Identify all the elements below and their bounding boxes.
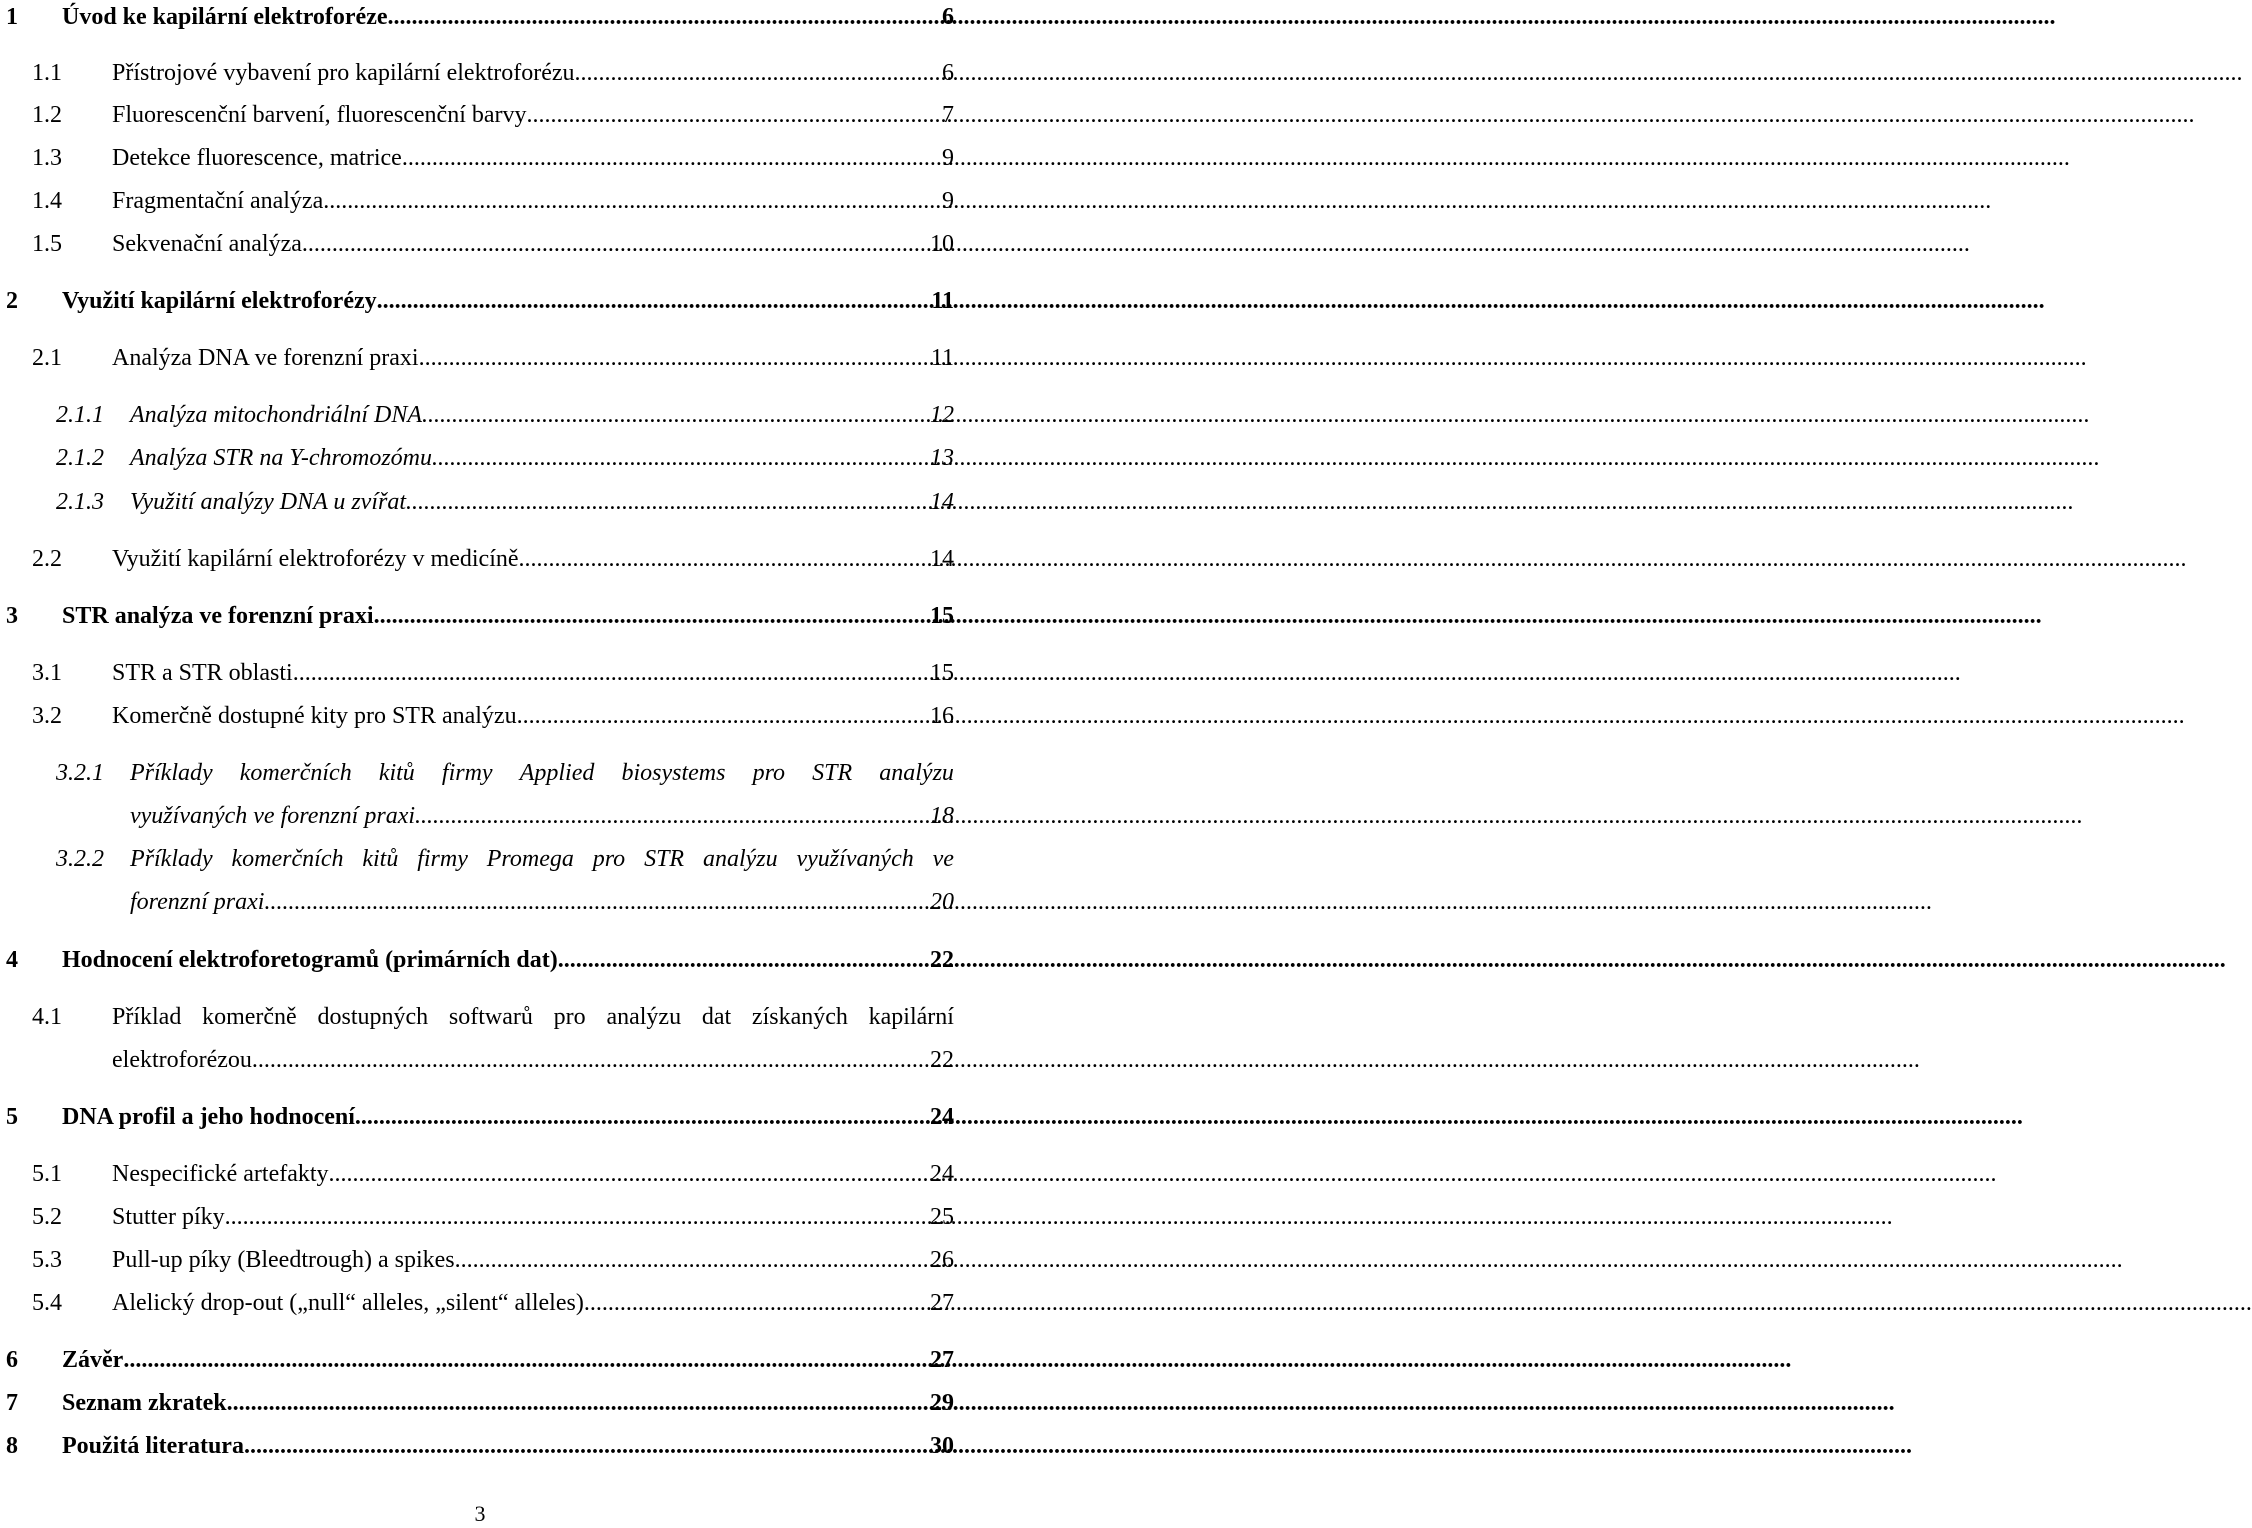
word: ve: [932, 846, 954, 872]
toc-entry[interactable]: [6, 2, 954, 32]
toc-entry-page: 14: [930, 546, 954, 572]
toc-entry[interactable]: [56, 443, 954, 473]
toc-entry-page: 11: [930, 345, 954, 371]
toc-entry[interactable]: [6, 601, 954, 631]
toc-entry-number: 5.1: [32, 1161, 62, 1187]
toc-entry[interactable]: [32, 1159, 954, 1189]
toc-entry-title-line2: využívaných ve forenzní praxi: [130, 803, 416, 829]
toc-entry[interactable]: [32, 1202, 954, 1232]
word: získaných: [751, 1004, 848, 1030]
toc-entry-title: STR a STR oblasti: [112, 660, 293, 686]
word: Applied: [519, 760, 595, 786]
word: STR: [812, 760, 853, 786]
toc-entry-title: Pull-up píky (Bleedtrough) a spikes: [112, 1247, 455, 1273]
toc-entry-wrapped-line[interactable]: [56, 844, 954, 874]
toc-entry-wrapped-line[interactable]: [56, 758, 954, 788]
toc-entry-number: 5.2: [32, 1204, 62, 1230]
toc-entry-title: Komerčně dostupné kity pro STR analýzu: [112, 703, 517, 729]
toc-entry-number: 3.1: [32, 660, 62, 686]
dot-leader: [419, 343, 929, 373]
toc-entry-page: 16: [930, 703, 954, 729]
word: analýzu: [702, 846, 778, 872]
toc-entry[interactable]: [32, 58, 954, 88]
word: biosystems: [621, 760, 726, 786]
word: dostupných: [317, 1004, 429, 1030]
toc-entry[interactable]: [32, 658, 954, 688]
word: Příklad: [112, 1004, 182, 1030]
toc-entry-title-line1: [112, 1002, 954, 1032]
dot-leader: [517, 701, 928, 731]
toc-entry-number: 2.1.1: [56, 402, 104, 428]
word: komerčních: [239, 760, 352, 786]
word: STR: [644, 846, 685, 872]
word: Příklady: [130, 760, 213, 786]
toc-entry-number: 7: [6, 1390, 18, 1416]
dot-leader: [323, 186, 940, 216]
word: analýzu: [606, 1004, 682, 1030]
toc-entry-page: 12: [930, 402, 954, 428]
toc-entry-title-line1: [130, 758, 954, 788]
dot-leader: [355, 1102, 928, 1132]
toc-entry-number: 4: [6, 947, 18, 973]
dot-leader: [374, 601, 928, 631]
toc-entry-page: 18: [930, 803, 954, 829]
word: firmy: [441, 760, 493, 786]
toc-entry-title: Nespecifické artefakty: [112, 1161, 329, 1187]
toc-entry[interactable]: [32, 701, 954, 731]
toc-entry[interactable]: [6, 1345, 954, 1375]
dot-leader: [519, 544, 928, 574]
toc-entry-number: 3.2.1: [56, 760, 104, 786]
toc-entry[interactable]: [32, 100, 954, 130]
toc-entry-title: Přístrojové vybavení pro kapilární elektroforézu: [112, 60, 575, 86]
toc-entry-page: 6: [942, 60, 954, 86]
toc-entry[interactable]: [6, 1102, 954, 1132]
toc-entry-page: 27: [930, 1347, 954, 1373]
toc-entry[interactable]: [32, 186, 954, 216]
toc-entry-page: 6: [942, 4, 954, 30]
toc-entry-number: 2: [6, 288, 18, 314]
toc-entry-number: 3: [6, 603, 18, 629]
toc-entry-title: Analýza DNA ve forenzní praxi: [112, 345, 419, 371]
toc-entry-page: 26: [930, 1247, 954, 1273]
toc-entry-page: 15: [930, 603, 954, 629]
toc-entry-page: 24: [930, 1104, 954, 1130]
toc-entry-title: Využití kapilární elektroforézy v medicíně: [112, 546, 519, 572]
dot-leader: [377, 286, 930, 316]
toc-entry-number: 3.2.2: [56, 846, 104, 872]
toc-entry-title: Alelický drop-out („null“ alleles, „silent“ alleles): [112, 1290, 584, 1316]
dot-leader: [402, 143, 940, 173]
dot-leader: [432, 443, 928, 473]
toc-entry[interactable]: [56, 487, 954, 517]
word: softwarů: [448, 1004, 533, 1030]
toc-entry-title: Seznam zkratek: [62, 1390, 227, 1416]
toc-entry-continuation[interactable]: [130, 887, 954, 917]
toc-entry[interactable]: [6, 1388, 954, 1418]
toc-entry-title: Analýza STR na Y-chromozómu: [130, 445, 432, 471]
toc-entry-title-line1: [130, 844, 954, 874]
toc-entry-title: DNA profil a jeho hodnocení: [62, 1104, 355, 1130]
toc-entry-number: 3.2: [32, 703, 62, 729]
dot-leader: [329, 1159, 928, 1189]
table-of-contents: [0, 0, 960, 1528]
toc-entry-continuation[interactable]: [130, 801, 954, 831]
toc-entry-page: 24: [930, 1161, 954, 1187]
dot-leader: [252, 1045, 928, 1075]
toc-entry-page: 22: [930, 947, 954, 973]
word: analýzu: [879, 760, 954, 786]
toc-entry-number: 2.1.2: [56, 445, 104, 471]
dot-leader: [558, 945, 928, 975]
toc-entry-number: 2.1.3: [56, 489, 104, 515]
toc-entry-page: 20: [930, 889, 954, 915]
toc-entry-title: Sekvenační analýza: [112, 231, 302, 257]
toc-entry[interactable]: [32, 544, 954, 574]
toc-entry-number: 8: [6, 1433, 18, 1459]
word: dat: [701, 1004, 732, 1030]
toc-entry[interactable]: [32, 1288, 954, 1318]
word: pro: [553, 1004, 586, 1030]
word: pro: [752, 760, 786, 786]
dot-leader: [293, 658, 928, 688]
toc-entry-title: Úvod ke kapilární elektroforéze: [62, 4, 388, 30]
toc-entry-number: 5: [6, 1104, 18, 1130]
toc-entry-page: 13: [930, 445, 954, 471]
word: firmy: [417, 846, 468, 872]
dot-leader: [302, 229, 928, 259]
toc-entry-number: 2.2: [32, 546, 62, 572]
dot-leader: [264, 887, 928, 917]
toc-entry-page: 10: [930, 231, 954, 257]
toc-entry-title: Fluorescenční barvení, fluorescenční barvy: [112, 102, 527, 128]
toc-entry-wrapped-line[interactable]: [32, 1002, 954, 1032]
dot-leader: [527, 100, 940, 130]
dot-leader: [388, 2, 940, 32]
word: komerčně: [202, 1004, 297, 1030]
toc-entry-continuation[interactable]: [112, 1045, 954, 1075]
toc-entry-title: Hodnocení elektroforetogramů (primárních dat): [62, 947, 558, 973]
toc-entry-title: STR analýza ve forenzní praxi: [62, 603, 374, 629]
dot-leader: [406, 487, 928, 517]
toc-entry-number: 4.1: [32, 1004, 62, 1030]
toc-entry-number: 1.5: [32, 231, 62, 257]
toc-entry[interactable]: [32, 229, 954, 259]
toc-entry-title-line2: elektroforézou: [112, 1047, 252, 1073]
toc-entry[interactable]: [32, 143, 954, 173]
toc-entry-title: Využití kapilární elektroforézy: [62, 288, 377, 314]
toc-entry[interactable]: [56, 400, 954, 430]
toc-entry-page: 9: [942, 145, 954, 171]
word: pro: [592, 846, 626, 872]
toc-entry-number: 6: [6, 1347, 18, 1373]
word: využívaných: [796, 846, 914, 872]
toc-entry-page: 22: [930, 1047, 954, 1073]
word: Příklady: [130, 846, 213, 872]
toc-entry-title: Využití analýzy DNA u zvířat: [130, 489, 406, 515]
toc-entry-number: 1.1: [32, 60, 62, 86]
toc-entry[interactable]: [32, 343, 954, 373]
toc-entry-title: Detekce fluorescence, matrice: [112, 145, 402, 171]
toc-entry-page: 15: [930, 660, 954, 686]
toc-entry-number: 1.3: [32, 145, 62, 171]
dot-leader: [575, 58, 940, 88]
dot-leader: [123, 1345, 928, 1375]
toc-entry-page: 27: [930, 1290, 954, 1316]
toc-entry-number: 5.4: [32, 1290, 62, 1316]
toc-entry-title-line2: forenzní praxi: [130, 889, 265, 915]
toc-entry-title: Závěr: [62, 1347, 124, 1373]
toc-entry-title: Stutter píky: [112, 1204, 225, 1230]
dot-leader: [244, 1431, 928, 1461]
toc-entry-page: 7: [942, 102, 954, 128]
toc-entry-page: 11: [931, 288, 954, 314]
word: komerčních: [231, 846, 344, 872]
toc-entry[interactable]: [6, 286, 954, 316]
toc-entry-page: 29: [930, 1390, 954, 1416]
toc-entry-page: 9: [942, 188, 954, 214]
toc-entry-page: 25: [930, 1204, 954, 1230]
dot-leader: [227, 1388, 928, 1418]
dot-leader: [225, 1202, 928, 1232]
page-number: 3: [474, 1501, 486, 1526]
toc-entry-title: Analýza mitochondriální DNA: [130, 402, 422, 428]
toc-entry[interactable]: [6, 1431, 954, 1461]
toc-entry-title: Použitá literatura: [62, 1433, 244, 1459]
toc-entry[interactable]: [32, 1245, 954, 1275]
toc-entry-number: 2.1: [32, 345, 62, 371]
toc-entry-number: 1.4: [32, 188, 62, 214]
dot-leader: [422, 400, 928, 430]
word: kapilární: [868, 1004, 954, 1030]
toc-entry-number: 1: [6, 4, 18, 30]
dot-leader: [415, 801, 928, 831]
toc-entry-title: Fragmentační analýza: [112, 188, 324, 214]
word: kitů: [378, 760, 415, 786]
word: Promega: [486, 846, 574, 872]
toc-entry-number: 5.3: [32, 1247, 62, 1273]
dot-leader: [455, 1245, 928, 1275]
dot-leader: [584, 1288, 928, 1318]
toc-entry-page: 14: [930, 489, 954, 515]
toc-entry[interactable]: [6, 945, 954, 975]
toc-entry-page: 30: [930, 1433, 954, 1459]
toc-entry-number: 1.2: [32, 102, 62, 128]
word: kitů: [362, 846, 399, 872]
